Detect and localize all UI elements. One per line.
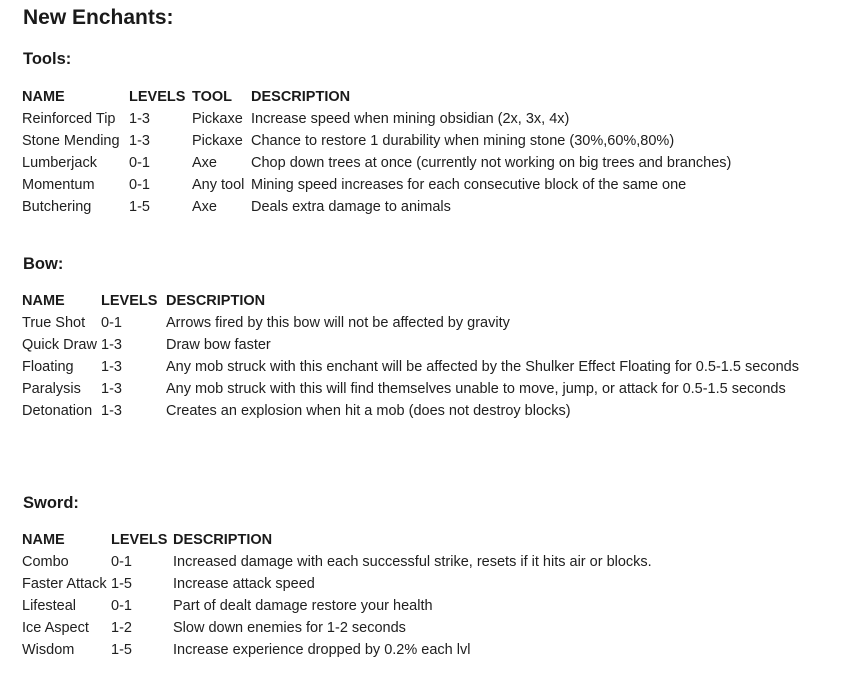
enchant-description: Mining speed increases for each consecutive block of the same one: [251, 177, 687, 193]
sword-table: [22, 529, 652, 661]
column-header-levels: LEVELS: [129, 89, 186, 105]
table-row: [22, 152, 731, 174]
enchant-description: Increase speed when mining obsidian (2x, 3x, 4x): [251, 111, 570, 127]
enchant-description: Arrows fired by this bow will not be affected by gravity: [166, 315, 510, 331]
bow-table: [22, 290, 799, 422]
enchant-name: Quick Draw: [22, 337, 97, 353]
enchant-name: Lifesteal: [22, 598, 77, 614]
enchant-name: Detonation: [22, 403, 93, 419]
enchant-name: Wisdom: [22, 642, 75, 658]
enchant-name: Faster Attack: [22, 576, 107, 592]
bow-heading: Bow:: [23, 255, 64, 273]
table-row: [22, 400, 799, 422]
enchant-description: Slow down enemies for 1-2 seconds: [173, 620, 406, 636]
enchant-tool: Pickaxe: [192, 133, 243, 149]
enchant-levels: 1-5: [111, 576, 132, 592]
enchant-description: Chance to restore 1 durability when mining stone (30%,60%,80%): [251, 133, 675, 149]
enchant-levels: 1-3: [129, 133, 150, 149]
enchant-tool: Pickaxe: [192, 111, 243, 127]
enchant-description: Chop down trees at once (currently not working on big trees and branches): [251, 155, 732, 171]
column-header-name: NAME: [22, 532, 65, 548]
enchant-description: Draw bow faster: [166, 337, 271, 353]
enchant-name: Butchering: [22, 199, 92, 215]
enchant-levels: 1-5: [111, 642, 132, 658]
enchant-name: Combo: [22, 554, 69, 570]
enchant-name: Ice Aspect: [22, 620, 89, 636]
enchant-name: Floating: [22, 359, 74, 375]
table-row: [22, 334, 799, 356]
table-header-row: [22, 290, 799, 312]
enchant-levels: 0-1: [111, 554, 132, 570]
table-header-row: [22, 86, 731, 108]
enchant-levels: 1-3: [101, 359, 122, 375]
enchant-description: Part of dealt damage restore your health: [173, 598, 433, 614]
table-row: [22, 595, 652, 617]
column-header-levels: LEVELS: [111, 532, 168, 548]
enchant-description: Any mob struck with this will find themselves unable to move, jump, or attack for 0.5-1.5 seconds: [166, 381, 786, 397]
enchant-description: Increase attack speed: [173, 576, 315, 592]
enchant-name: Stone Mending: [22, 133, 120, 149]
column-header-tool: TOOL: [192, 89, 233, 105]
table-row: [22, 617, 652, 639]
enchant-tool: Axe: [192, 199, 217, 215]
table-row: [22, 551, 652, 573]
enchant-tool: Axe: [192, 155, 217, 171]
enchant-description: Deals extra damage to animals: [251, 199, 451, 215]
table-row: [22, 312, 799, 334]
sword-heading: Sword:: [23, 494, 79, 512]
column-header-name: NAME: [22, 89, 65, 105]
enchant-levels: 1-2: [111, 620, 132, 636]
table-row: [22, 639, 652, 661]
enchant-description: Creates an explosion when hit a mob (does not destroy blocks): [166, 403, 571, 419]
enchant-levels: 1-3: [101, 403, 122, 419]
enchant-levels: 0-1: [129, 155, 150, 171]
table-row: [22, 573, 652, 595]
table-row: [22, 174, 731, 196]
column-header-description: DESCRIPTION: [166, 293, 266, 309]
enchant-description: Increased damage with each successful strike, resets if it hits air or blocks.: [173, 554, 652, 570]
column-header-description: DESCRIPTION: [173, 532, 273, 548]
table-row: [22, 108, 731, 130]
column-header-levels: LEVELS: [101, 293, 158, 309]
enchant-description: Any mob struck with this enchant will be affected by the Shulker Effect Floating for 0.5-1.5 seconds: [166, 359, 799, 375]
enchant-description: Increase experience dropped by 0.2% each lvl: [173, 642, 471, 658]
enchant-name: Reinforced Tip: [22, 111, 116, 127]
tools-heading: Tools:: [23, 50, 72, 68]
enchant-levels: 1-3: [101, 381, 122, 397]
table-header-row: [22, 529, 652, 551]
table-row: [22, 356, 799, 378]
tools-table: [22, 86, 731, 218]
enchant-levels: 0-1: [101, 315, 122, 331]
enchant-name: Lumberjack: [22, 155, 97, 171]
table-row: [22, 378, 799, 400]
enchant-levels: 1-3: [101, 337, 122, 353]
enchant-name: Paralysis: [22, 381, 81, 397]
enchant-tool: Any tool: [192, 177, 245, 193]
enchant-name: True Shot: [22, 315, 86, 331]
page-title: New Enchants:: [23, 6, 174, 29]
enchant-levels: 0-1: [111, 598, 132, 614]
enchant-name: Momentum: [22, 177, 95, 193]
column-header-name: NAME: [22, 293, 65, 309]
table-row: [22, 196, 731, 218]
table-row: [22, 130, 731, 152]
column-header-description: DESCRIPTION: [251, 89, 351, 105]
enchant-levels: 1-3: [129, 111, 150, 127]
enchant-levels: 0-1: [129, 177, 150, 193]
enchant-levels: 1-5: [129, 199, 150, 215]
